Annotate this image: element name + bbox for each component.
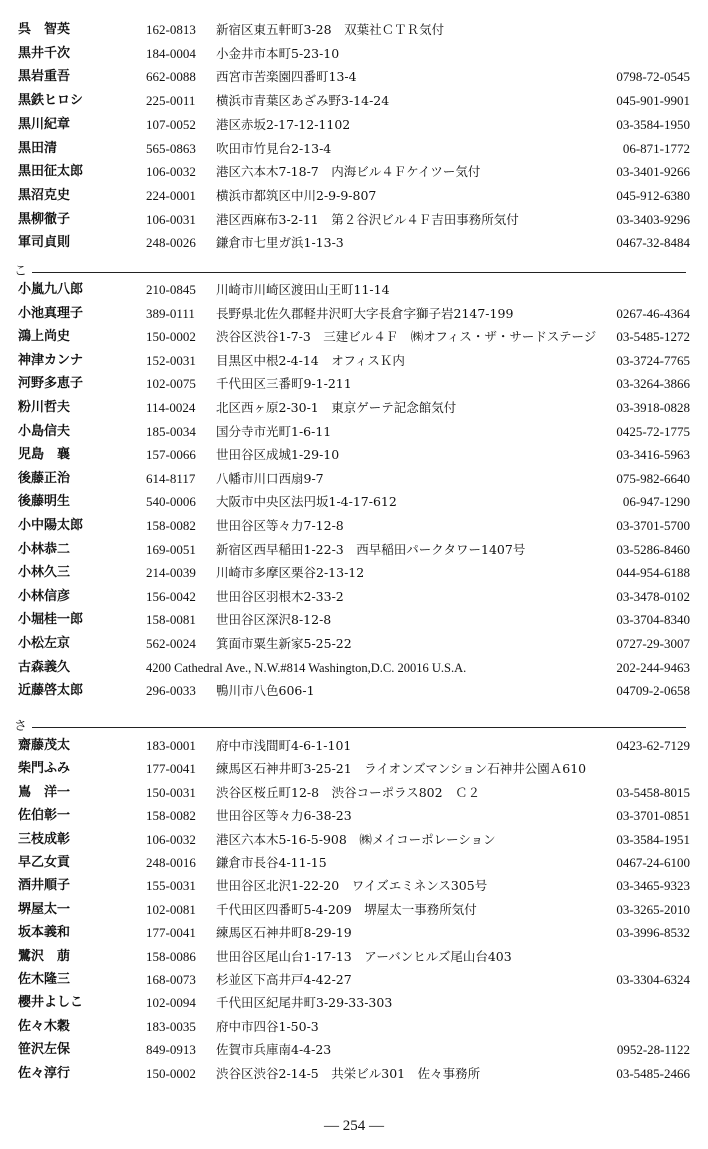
entry-postal-code: 158-0081 bbox=[146, 612, 196, 628]
entry-postal-code: 248-0016 bbox=[146, 855, 196, 870]
entry-postal-code: 225-0011 bbox=[146, 93, 196, 109]
directory-entry bbox=[0, 114, 708, 136]
directory-entry bbox=[0, 491, 708, 513]
entry-phone: 0423-62-7129 bbox=[616, 738, 690, 753]
directory-entry bbox=[0, 969, 708, 991]
entry-name: 三枝成彰 bbox=[18, 831, 71, 847]
entry-phone: 03-5485-1272 bbox=[616, 329, 690, 345]
entry-phone: 03-3701-5700 bbox=[616, 518, 690, 533]
entry-name: 黒田清 bbox=[18, 140, 58, 156]
entry-address: 鎌倉市七里ガ浜1-13-3 bbox=[216, 235, 344, 251]
entry-address: 練馬区石神井町8-29-19 bbox=[216, 925, 352, 941]
entry-postal-code: 177-0041 bbox=[146, 925, 196, 941]
entry-postal-code: 162-0813 bbox=[146, 22, 196, 37]
entry-phone: 0467-32-8484 bbox=[616, 235, 690, 251]
entry-address: 新宿区西早稲田1-22-3 西早稲田パークタワー1407号 bbox=[216, 541, 526, 557]
entry-address: 川崎市多摩区栗谷2-13-12 bbox=[216, 565, 365, 581]
entry-address: 杉並区下高井戸4-42-27 bbox=[216, 972, 352, 987]
directory-entry bbox=[0, 899, 708, 921]
entry-name: 佐伯彰一 bbox=[18, 808, 71, 824]
entry-name: 坂本義和 bbox=[18, 925, 71, 941]
entry-name: 児島 襄 bbox=[18, 447, 71, 463]
entry-postal-code: 155-0031 bbox=[146, 878, 196, 894]
entry-name: 嶌 洋一 bbox=[18, 784, 71, 800]
entry-postal-code: 152-0031 bbox=[146, 352, 196, 368]
directory-entry bbox=[0, 161, 708, 183]
entry-name: 小島信夫 bbox=[18, 423, 71, 439]
entry-phone: 03-3264-3866 bbox=[616, 376, 690, 392]
directory-entry bbox=[0, 232, 708, 254]
entry-phone: 03-3704-8340 bbox=[616, 612, 690, 628]
directory-entry bbox=[0, 444, 708, 466]
entry-address: 横浜市都筑区中川2-9-9-807 bbox=[216, 187, 377, 203]
entry-postal-code: 210-0845 bbox=[146, 282, 196, 297]
entry-name: 佐々淳行 bbox=[18, 1065, 71, 1081]
entry-address: 港区赤坂2-17-12-1102 bbox=[216, 116, 351, 132]
entry-address: 府中市浅間町4-6-1-101 bbox=[216, 738, 352, 753]
entry-postal-code: 114-0024 bbox=[146, 400, 196, 415]
entry-address: 渋谷区桜丘町12-8 渋谷コーポラス802 Ｃ２ bbox=[216, 784, 481, 800]
entry-postal-code: 106-0032 bbox=[146, 831, 196, 847]
entry-phone: 03-3478-0102 bbox=[616, 588, 690, 604]
directory-entry bbox=[0, 782, 708, 804]
entry-name: 粉川哲夫 bbox=[18, 400, 71, 415]
entry-name: 近藤啓太郎 bbox=[18, 683, 84, 699]
entry-postal-code: 150-0002 bbox=[146, 1065, 196, 1081]
directory-entry bbox=[0, 397, 708, 419]
entry-name: 小林恭二 bbox=[18, 541, 71, 557]
entry-name: 佐木隆三 bbox=[18, 972, 71, 987]
entry-postal-code: 214-0039 bbox=[146, 565, 196, 581]
directory-entry bbox=[0, 875, 708, 897]
directory-entry bbox=[0, 1039, 708, 1061]
entry-postal-code: 565-0863 bbox=[146, 140, 196, 156]
entry-address: 世田谷区尾山台1-17-13 アーバンヒルズ尾山台403 bbox=[216, 948, 512, 964]
entry-address: 4200 Cathedral Ave., N.W.#814 Washington,D.C. 20016 U.S.A. bbox=[146, 660, 467, 675]
entry-name: 黒沼克史 bbox=[18, 187, 71, 203]
directory-entry bbox=[0, 468, 708, 490]
directory-entry bbox=[0, 373, 708, 395]
directory-entry bbox=[0, 90, 708, 112]
entry-address: 港区六本木7-18-7 内海ビル４Ｆケイツー気付 bbox=[216, 164, 481, 180]
entry-name: 軍司貞則 bbox=[18, 235, 71, 251]
entry-phone: 04709-2-0658 bbox=[616, 683, 690, 699]
entry-postal-code: 662-0088 bbox=[146, 69, 196, 85]
entry-name: 柴門ふみ bbox=[18, 761, 71, 777]
entry-postal-code: 150-0031 bbox=[146, 784, 196, 800]
entry-name: 黒井千次 bbox=[18, 45, 71, 61]
directory-entry bbox=[0, 19, 708, 41]
directory-entry bbox=[0, 657, 708, 679]
entry-phone: 0952-28-1122 bbox=[616, 1042, 690, 1058]
page-number: — 254 — bbox=[324, 1118, 384, 1134]
entry-postal-code: 169-0051 bbox=[146, 541, 196, 557]
directory-entry bbox=[0, 735, 708, 757]
entry-phone: 0425-72-1775 bbox=[616, 423, 690, 439]
entry-phone: 03-3401-9266 bbox=[616, 164, 690, 180]
entry-postal-code: 157-0066 bbox=[146, 447, 196, 463]
entry-address: 世田谷区深沢8-12-8 bbox=[216, 612, 332, 628]
entry-phone: 06-871-1772 bbox=[622, 140, 690, 156]
entry-postal-code: 849-0913 bbox=[146, 1042, 196, 1058]
entry-postal-code: 185-0034 bbox=[146, 423, 196, 439]
entry-postal-code: 183-0001 bbox=[146, 738, 196, 753]
entry-address: 目黒区中根2-4-14 オフィスＫ内 bbox=[216, 352, 405, 368]
entry-address: 川崎市川崎区渡田山王町11-14 bbox=[216, 282, 390, 297]
entry-address: 横浜市青葉区あざみ野3-14-24 bbox=[216, 93, 390, 109]
entry-phone: 03-5286-8460 bbox=[616, 541, 690, 557]
entry-name: 河野多恵子 bbox=[18, 376, 84, 392]
entry-postal-code: 168-0073 bbox=[146, 972, 196, 987]
entry-address: 小金井市本町5-23-10 bbox=[216, 45, 340, 61]
directory-entry bbox=[0, 43, 708, 65]
entry-phone: 03-3996-8532 bbox=[616, 925, 690, 941]
entry-name: 小松左京 bbox=[18, 636, 71, 651]
entry-address: 世田谷区等々力6-38-23 bbox=[216, 808, 352, 824]
section-label: さ bbox=[14, 719, 28, 734]
entry-name: 小嵐九八郎 bbox=[18, 282, 84, 297]
entry-name: 酒井順子 bbox=[18, 878, 71, 894]
entry-postal-code: 248-0026 bbox=[146, 235, 196, 251]
section-header-sa bbox=[14, 720, 686, 736]
entry-postal-code: 183-0035 bbox=[146, 1018, 196, 1034]
directory-entry bbox=[0, 209, 708, 231]
entry-phone: 03-3584-1950 bbox=[616, 116, 690, 132]
directory-entry bbox=[0, 829, 708, 851]
entry-name: 櫻井よしこ bbox=[18, 995, 84, 1011]
entry-name: 呉 智英 bbox=[18, 22, 71, 37]
entry-name: 後藤正治 bbox=[18, 470, 71, 486]
entry-address: 千代田区三番町9-1-211 bbox=[216, 376, 352, 392]
entry-address: 渋谷区渋谷2-14-5 共栄ビル301 佐々事務所 bbox=[216, 1065, 481, 1081]
entry-phone: 03-3584-1951 bbox=[616, 831, 690, 847]
entry-name: 黒鉄ヒロシ bbox=[18, 93, 84, 109]
entry-postal-code: 106-0031 bbox=[146, 211, 196, 227]
entry-address: 世田谷区羽根木2-33-2 bbox=[216, 588, 344, 604]
entry-phone: 075-982-6640 bbox=[616, 470, 690, 486]
entry-address: 府中市四谷1-50-3 bbox=[216, 1018, 319, 1034]
entry-postal-code: 389-0111 bbox=[146, 305, 195, 321]
entry-name: 小池真理子 bbox=[18, 305, 84, 321]
directory-entry bbox=[0, 138, 708, 160]
entry-postal-code: 150-0002 bbox=[146, 329, 196, 345]
directory-entry bbox=[0, 633, 708, 655]
directory-entry bbox=[0, 805, 708, 827]
entry-name: 笹沢左保 bbox=[18, 1042, 71, 1058]
entry-postal-code: 158-0082 bbox=[146, 518, 196, 533]
entry-name: 古森義久 bbox=[18, 659, 71, 675]
entry-address: 千代田区四番町5-4-209 堺屋太一事務所気付 bbox=[216, 901, 477, 917]
entry-name: 小堀桂一郎 bbox=[18, 612, 84, 628]
entry-phone: 045-901-9901 bbox=[616, 93, 690, 109]
entry-address: 世田谷区成城1-29-10 bbox=[216, 447, 340, 463]
entry-name: 齋藤茂太 bbox=[18, 738, 71, 753]
entry-address: 北区西ヶ原2-30-1 東京ゲーテ記念館気付 bbox=[216, 400, 457, 415]
entry-phone: 03-5458-8015 bbox=[616, 784, 690, 800]
entry-name: 黒川紀章 bbox=[18, 116, 71, 132]
entry-address: 吹田市竹見台2-13-4 bbox=[216, 140, 332, 156]
entry-phone: 03-3304-6324 bbox=[616, 972, 690, 987]
directory-entry bbox=[0, 852, 708, 874]
section-label: こ bbox=[14, 264, 28, 279]
entry-postal-code: 177-0041 bbox=[146, 761, 196, 777]
entry-phone: 03-3918-0828 bbox=[616, 400, 690, 415]
entry-name: 佐々木穀 bbox=[18, 1018, 71, 1034]
entry-phone: 045-912-6380 bbox=[616, 187, 690, 203]
entry-name: 黒岩重吾 bbox=[18, 69, 71, 85]
entry-phone: 0727-29-3007 bbox=[616, 636, 690, 651]
entry-postal-code: 158-0086 bbox=[146, 948, 196, 964]
entry-address: 千代田区紀尾井町3-29-33-303 bbox=[216, 995, 393, 1011]
directory-entry bbox=[0, 586, 708, 608]
entry-address: 世田谷区北沢1-22-20 ワイズエミネンス305号 bbox=[216, 878, 488, 894]
entry-name: 早乙女貢 bbox=[18, 855, 71, 870]
entry-address: 新宿区東五軒町3-28 双葉社ＣＴＲ気付 bbox=[216, 22, 445, 37]
entry-address: 鎌倉市長谷4-11-15 bbox=[216, 855, 327, 870]
section-divider bbox=[32, 727, 686, 728]
entry-postal-code: 224-0001 bbox=[146, 187, 196, 203]
entry-name: 小林久三 bbox=[18, 565, 71, 581]
entry-phone: 06-947-1290 bbox=[622, 494, 690, 510]
entry-phone: 0798-72-0545 bbox=[616, 69, 690, 85]
entry-name: 黒田征太郎 bbox=[18, 164, 84, 180]
entry-postal-code: 158-0082 bbox=[146, 808, 196, 824]
directory-entry bbox=[0, 758, 708, 780]
entry-postal-code: 540-0006 bbox=[146, 494, 196, 510]
directory-entry bbox=[0, 1063, 708, 1085]
entry-address: 鴨川市八色606-1 bbox=[216, 683, 315, 699]
entry-phone: 0267-46-4364 bbox=[616, 305, 690, 321]
entry-phone: 044-954-6188 bbox=[616, 565, 690, 581]
directory-entry bbox=[0, 946, 708, 968]
entry-address: 港区六本木5-16-5-908 ㈱メイコーポレーション bbox=[216, 831, 496, 847]
entry-phone: 03-3465-9323 bbox=[616, 878, 690, 894]
directory-entry bbox=[0, 922, 708, 944]
entry-address: 大阪市中央区法円坂1-4-17-612 bbox=[216, 494, 397, 510]
entry-name: 小林信彦 bbox=[18, 588, 71, 604]
entry-postal-code: 614-8117 bbox=[146, 470, 196, 486]
entry-address: 国分寺市光町1-6-11 bbox=[216, 423, 332, 439]
entry-postal-code: 102-0081 bbox=[146, 901, 196, 917]
entry-address: 西宮市苦楽園四番町13-4 bbox=[216, 69, 357, 85]
entry-address: 箕面市粟生新家5-25-22 bbox=[216, 636, 352, 651]
entry-phone: 03-3265-2010 bbox=[616, 901, 690, 917]
entry-name: 鴻上尚史 bbox=[18, 329, 71, 345]
entry-address: 長野県北佐久郡軽井沢町大字長倉字獅子岩2147-199 bbox=[216, 305, 514, 321]
entry-name: 神津カンナ bbox=[18, 352, 84, 368]
entry-postal-code: 184-0004 bbox=[146, 45, 196, 61]
directory-entry bbox=[0, 515, 708, 537]
section-divider bbox=[32, 272, 686, 273]
entry-postal-code: 107-0052 bbox=[146, 116, 196, 132]
directory-entry bbox=[0, 350, 708, 372]
directory-entry bbox=[0, 992, 708, 1014]
entry-phone: 03-3403-9296 bbox=[616, 211, 690, 227]
directory-entry bbox=[0, 421, 708, 443]
entry-address: 港区西麻布3-2-11 第２谷沢ビル４Ｆ吉田事務所気付 bbox=[216, 211, 519, 227]
directory-entry bbox=[0, 609, 708, 631]
entry-name: 後藤明生 bbox=[18, 494, 71, 510]
entry-address: 八幡市川口西扇9-7 bbox=[216, 470, 324, 486]
entry-postal-code: 562-0024 bbox=[146, 636, 196, 651]
entry-postal-code: 296-0033 bbox=[146, 683, 196, 699]
entry-postal-code: 106-0032 bbox=[146, 164, 196, 180]
entry-phone: 03-3724-7765 bbox=[616, 352, 690, 368]
directory-entry bbox=[0, 326, 708, 348]
directory-entry bbox=[0, 680, 708, 702]
directory-entry bbox=[0, 185, 708, 207]
entry-postal-code: 156-0042 bbox=[146, 588, 196, 604]
entry-postal-code: 102-0075 bbox=[146, 376, 196, 392]
entry-name: 小中陽太郎 bbox=[18, 518, 84, 533]
entry-address: 世田谷区等々力7-12-8 bbox=[216, 518, 344, 533]
directory-entry bbox=[0, 66, 708, 88]
entry-phone: 03-3416-5963 bbox=[616, 447, 690, 463]
entry-address: 佐賀市兵庫南4-4-23 bbox=[216, 1042, 332, 1058]
entry-name: 鷺沢 萠 bbox=[18, 948, 71, 964]
entry-phone: 202-244-9463 bbox=[616, 659, 690, 675]
entry-phone: 03-5485-2466 bbox=[616, 1065, 690, 1081]
entry-address: 渋谷区渋谷1-7-3 三建ビル４Ｆ ㈱オフィス・ザ・サードステージ bbox=[216, 329, 596, 345]
directory-entry bbox=[0, 539, 708, 561]
entry-name: 堺屋太一 bbox=[18, 901, 71, 917]
directory-entry bbox=[0, 1016, 708, 1038]
entry-postal-code: 102-0094 bbox=[146, 995, 196, 1011]
directory-entry bbox=[0, 303, 708, 325]
directory-entry bbox=[0, 562, 708, 584]
directory-entry bbox=[0, 279, 708, 301]
entry-phone: 0467-24-6100 bbox=[616, 855, 690, 870]
entry-name: 黒柳徹子 bbox=[18, 211, 71, 227]
entry-address: 練馬区石神井町3-25-21 ライオンズマンション石神井公園Ａ610 bbox=[216, 761, 587, 777]
entry-phone: 03-3701-0851 bbox=[616, 808, 690, 824]
